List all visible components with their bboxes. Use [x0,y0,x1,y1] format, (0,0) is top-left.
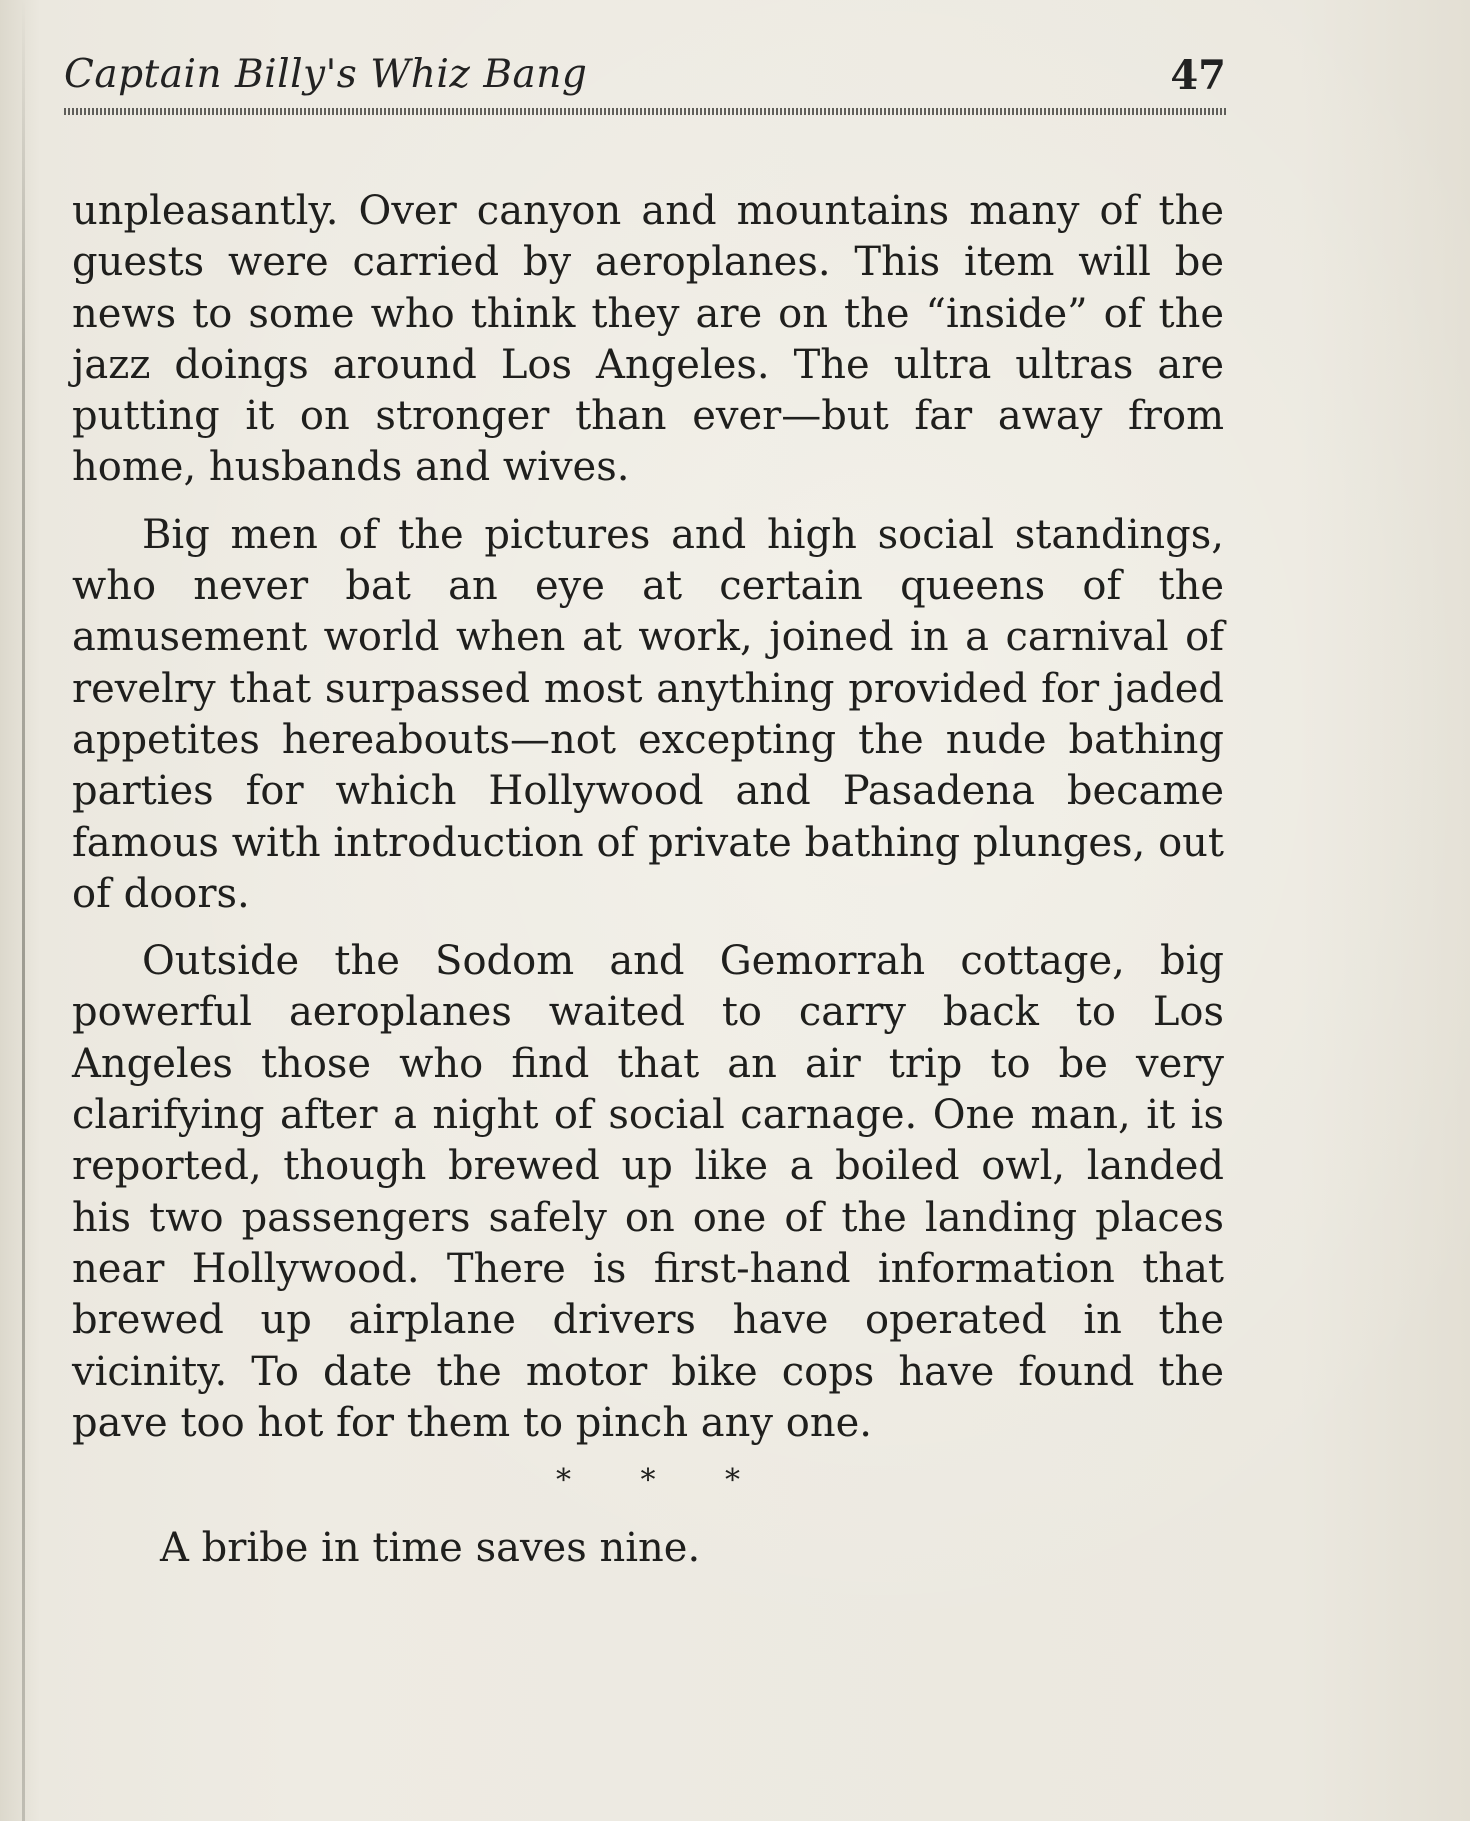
page-header [64,52,1226,114]
paragraph-big-men: Big men of the pictures and high social standings, who never bat an eye at certain queens of the amusement world when at work, joined in a carnival of revelry that surpassed most anything provided for jaded appetites hereabouts—not excepting the nude bathing parties for which Hollywood and Pasadena became famous with introduction of private bathing plunges, out of doors. [72,511,1224,917]
section-separator: * * * [555,1463,771,1499]
paragraph-outside-cottage: Outside the Sodom and Gemorrah cottage, big powerful aeroplanes waited to carry back to Los Angeles those who find that an air trip to be very clarifying after a night of social carnage. One man, it is reported, though brewed up like a boiled owl, landed his two passengers safely on one of the landing places near Hollywood. There is first-hand information that brewed up airplane drivers have operated in the vicinity. To date the motor bike cops have found the pave too hot for them to pinch any one. [72,938,1224,1446]
header-rule [64,108,1226,115]
article-body [72,186,1224,1574]
page-binding-edge [22,0,25,1821]
page-number: 47 [1170,52,1226,99]
paragraph-continued: unpleasantly. Over canyon and mountains many of the guests were carried by aeroplanes. This item will be news to some who think they are on the “inside” of the jazz doings around Los Angeles. The ultra ultras are putting it on stronger than ever—but far away from home, husbands and wives. [72,188,1224,491]
maxim-line: A bribe in time saves nine. [160,1525,701,1572]
running-title: Captain Billy's Whiz Bang [64,52,588,97]
